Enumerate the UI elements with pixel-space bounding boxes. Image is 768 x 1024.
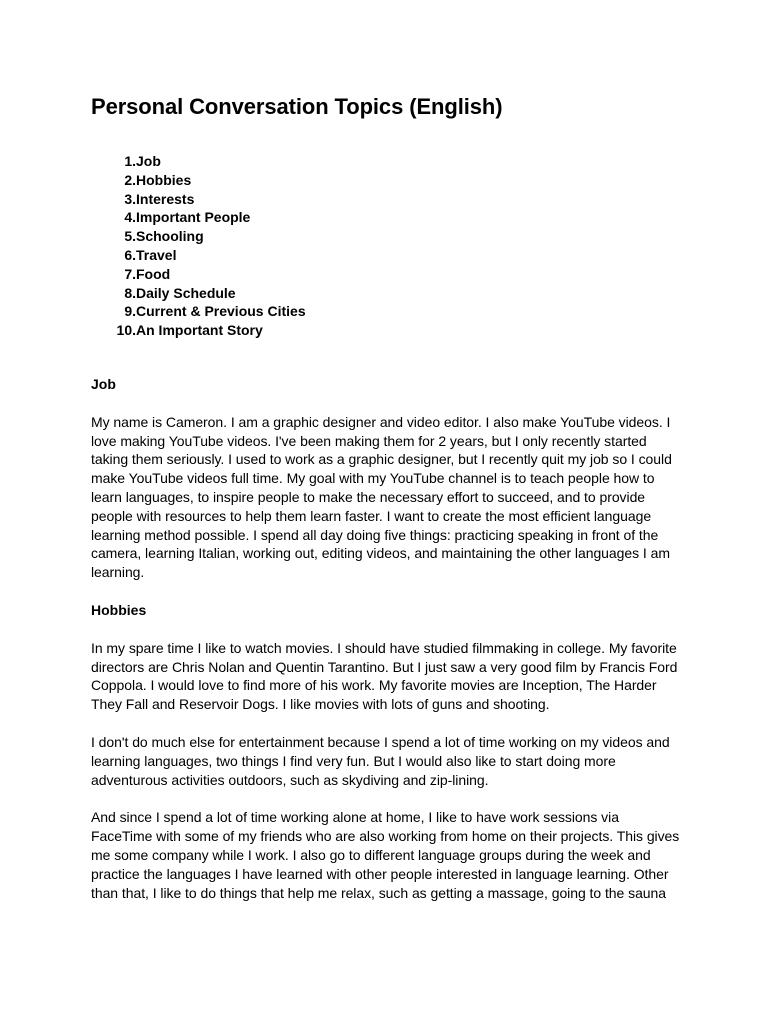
list-item-label: Interests [136, 190, 195, 207]
list-item [91, 302, 681, 321]
hobbies-paragraph-2: I don't do much else for entertainment because I spend a lot of time working on my videos and learning languages, two things I find very fun. But I would also like to start doing more adventurous activities outdoors, such as skydiving and zip-lining. [91, 733, 670, 788]
list-item-number: 10. [116, 322, 136, 339]
list-item-label: An Important Story [136, 322, 263, 339]
document-page [91, 92, 681, 902]
list-item [91, 171, 681, 190]
job-paragraph: My name is Cameron. I am a graphic designer and video editor. I also make YouTube videos. I love making YouTube videos. I've been making them for 2 years, but I only recently started taking them seriously. I used to work as a graphic designer, but I recently quit my job so I could make YouTube videos full time. My goal with my YouTube channel is to teach people how to learn languages, to inspire people to make the necessary effort to succeed, and to provide people with resources to help them learn faster. I want to create the most efficient language learning method possible. I spend all day doing five things: practicing speaking in front of the camera, learning Italian, working out, editing videos, and maintaining the other languages I am learning. [91, 413, 672, 581]
list-item [91, 190, 681, 209]
topic-list [91, 152, 681, 340]
list-item [91, 284, 681, 303]
list-item-number: 5. [124, 228, 136, 245]
hobbies-paragraph-3: And since I spend a lot of time working alone at home, I like to have work sessions via FaceTime with some of my friends who are also working from home on their projects. This gives me some company while I work. I also go to different language groups during the week and practice the languages I have learned with other people interested in language learning. Other than that, I like to do things that help me relax, such as getting a massage, going to the sauna [91, 809, 680, 901]
list-item-label: Food [136, 265, 171, 282]
list-item-number: 9. [124, 303, 136, 320]
list-item [91, 265, 681, 284]
list-item-label: Travel [136, 246, 177, 263]
list-item-number: 7. [124, 265, 136, 282]
list-item-label: Schooling [136, 228, 204, 245]
list-item [91, 246, 681, 265]
list-item-number: 8. [124, 284, 136, 301]
list-item-number: 4. [124, 209, 136, 226]
section-heading-hobbies: Hobbies [91, 601, 147, 618]
list-item-number: 3. [124, 190, 136, 207]
list-item-label: Job [136, 153, 161, 169]
list-item [91, 208, 681, 227]
document-title: Personal Conversation Topics (English) [91, 94, 503, 119]
list-item-label: Daily Schedule [136, 284, 236, 301]
list-item-number: 6. [124, 246, 136, 263]
list-item-number: 1. [124, 153, 136, 169]
hobbies-paragraph-1: In my spare time I like to watch movies. I should have studied filmmaking in college. My favorite directors are Chris Nolan and Quentin Tarantino. But I just saw a very good film by Francis Ford Coppola. I would love to find more of his work. My favorite movies are Inception, The Harder They Fall and Reservoir Dogs. I like movies with lots of guns and shooting. [91, 639, 678, 713]
list-item [91, 152, 681, 171]
list-item [91, 321, 681, 340]
list-item-label: Current & Previous Cities [136, 303, 306, 320]
list-item [91, 227, 681, 246]
list-item-number: 2. [124, 171, 136, 188]
list-item-label: Important People [136, 209, 251, 226]
list-item-label: Hobbies [136, 171, 192, 188]
section-heading-job: Job [91, 375, 116, 392]
